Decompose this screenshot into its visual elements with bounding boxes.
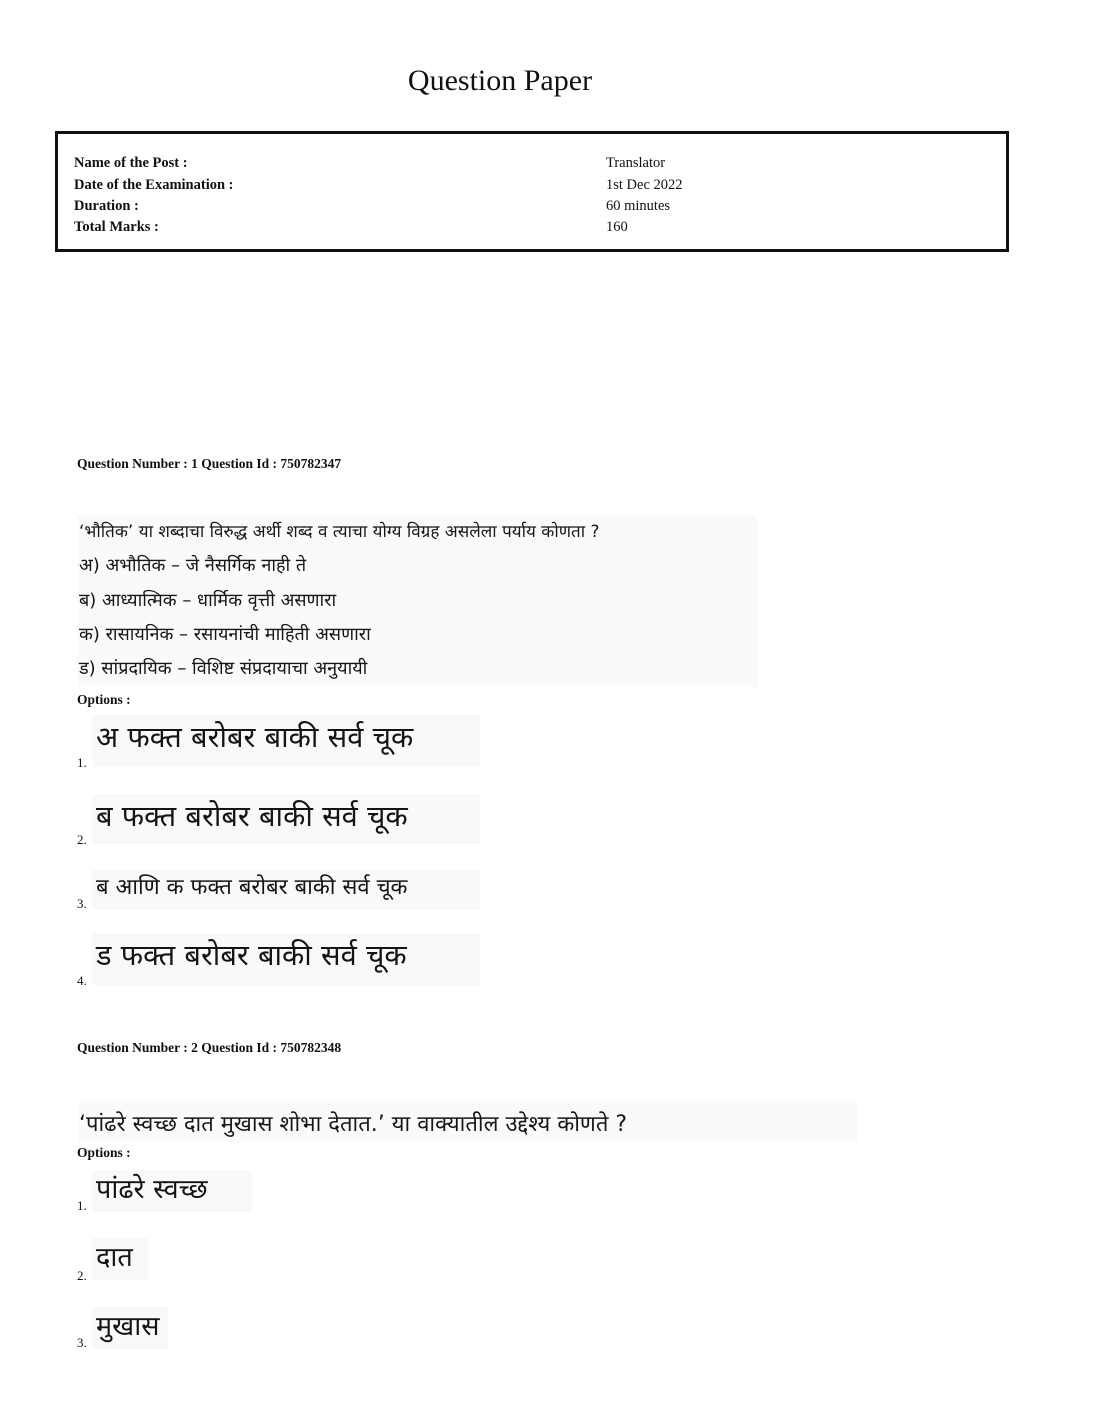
- question-text-line: ‘भौतिक’ या शब्दाचा विरुद्ध अर्थी शब्द व त्याचा योग्य विग्रह असलेला पर्याय कोणता ?: [79, 522, 600, 542]
- option-image[interactable]: पांढरे स्वच्छ: [92, 1170, 252, 1212]
- question-header: Question Number : 2 Question Id : 750782348: [77, 1040, 342, 1055]
- options-label: Options :: [77, 1145, 131, 1160]
- question-text-line: क) रासायनिक – रसायनांची माहिती असणारा: [79, 624, 371, 645]
- option-image[interactable]: अ फक्त बरोबर बाकी सर्व चूक: [92, 715, 480, 767]
- info-row-duration: [74, 196, 974, 216]
- info-value: 1st Dec 2022: [606, 177, 683, 193]
- option-image[interactable]: दात: [92, 1238, 148, 1280]
- option-number: 2.: [77, 1268, 87, 1283]
- option-number: 3.: [77, 896, 87, 911]
- option-image[interactable]: ड फक्त बरोबर बाकी सर्व चूक: [92, 933, 480, 985]
- option-number: 4.: [77, 973, 87, 988]
- option-number: 1.: [77, 1198, 87, 1213]
- options-label: Options :: [77, 692, 131, 707]
- info-value: 160: [606, 219, 628, 235]
- question-text-line: ब) आध्यात्मिक – धार्मिक वृत्ती असणारा: [79, 590, 337, 611]
- info-label: Duration :: [74, 198, 139, 214]
- option-image[interactable]: मुखास: [92, 1307, 168, 1349]
- exam-info-box: [55, 131, 1009, 252]
- info-label: Name of the Post :: [74, 155, 188, 171]
- page-title: Question Paper: [407, 64, 593, 97]
- option-image[interactable]: ब आणि क फक्त बरोबर बाकी सर्व चूक: [92, 870, 480, 910]
- info-row-post: [74, 153, 974, 173]
- info-label: Date of the Examination :: [74, 177, 234, 193]
- question-header: Question Number : 1 Question Id : 750782347: [77, 456, 342, 471]
- question-text-image: [77, 515, 757, 687]
- info-value: Translator: [606, 155, 666, 171]
- option-number: 2.: [77, 832, 87, 847]
- info-row-marks: [74, 217, 974, 237]
- question-text-line: ‘पांढरे स्वच्छ दात मुखास शोभा देतात.’ या वाक्यातील उद्देश्य कोणते ?: [79, 1112, 628, 1137]
- info-label: Total Marks :: [74, 219, 159, 235]
- question-text-line: ड) सांप्रदायिक – विशिष्ट संप्रदायाचा अनुयायी: [79, 658, 368, 679]
- option-image[interactable]: ब फक्त बरोबर बाकी सर्व चूक: [92, 794, 480, 844]
- question-text-line: अ) अभौतिक – जे नैसर्गिक नाही ते: [79, 555, 307, 576]
- info-value: 60 minutes: [606, 198, 671, 214]
- option-number: 3.: [77, 1335, 87, 1350]
- option-number: 1.: [77, 755, 87, 770]
- info-row-date: [74, 175, 974, 195]
- question-text-image: [77, 1103, 857, 1143]
